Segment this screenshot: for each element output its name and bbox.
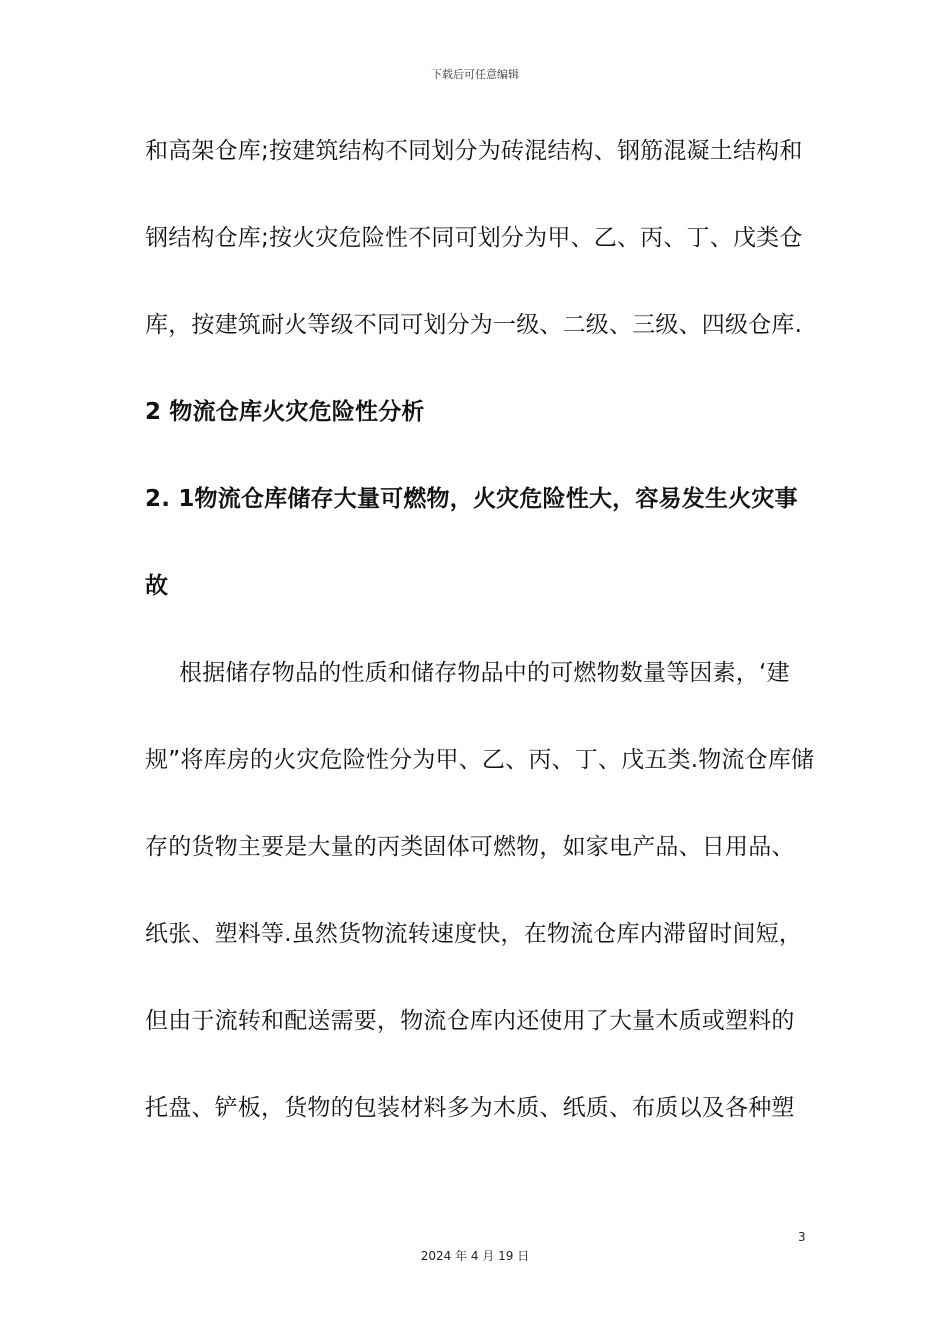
footer-date: 2024 年 4 月 19 日 [420, 1249, 530, 1263]
section-heading: 2 物流仓库火灾危险性分析 [145, 399, 425, 425]
body-text-line: 库，按建筑耐火等级不同可划分为一级、二级、三级、四级仓库. [145, 312, 803, 338]
document-body [145, 127, 825, 1171]
page-number: 3 [798, 1230, 806, 1244]
paragraph-first-line: 根据储存物品的性质和储存物品中的可燃物数量等因素，‘建 [179, 660, 790, 686]
subsection-heading-continued: 故 [145, 573, 169, 599]
body-text-line: 托盘、铲板，货物的包装材料多为木质、纸质、布质以及各种塑 [145, 1095, 795, 1121]
subsection-heading: 2. 1物流仓库储存大量可燃物，火灾危险性大，容易发生火灾事 [145, 486, 798, 512]
body-text-line: 存的货物主要是大量的丙类固体可燃物，如家电产品、日用品、 [145, 834, 795, 860]
page-header: 下载后可任意编辑 [431, 68, 519, 81]
body-text-line: 纸张、塑料等.虽然货物流转速度快，在物流仓库内滞留时间短， [145, 921, 803, 947]
body-text-line: 但由于流转和配送需要，物流仓库内还使用了大量木质或塑料的 [145, 1008, 795, 1034]
body-text-line: 钢结构仓库;按火灾危险性不同可划分为甲、乙、丙、丁、戊类仓 [145, 225, 803, 251]
body-text-line: 和高架仓库;按建筑结构不同划分为砖混结构、钢筋混凝土结构和 [145, 138, 803, 164]
body-text-line: 规”将库房的火灾危险性分为甲、乙、丙、丁、戊五类.物流仓库储 [145, 747, 815, 773]
